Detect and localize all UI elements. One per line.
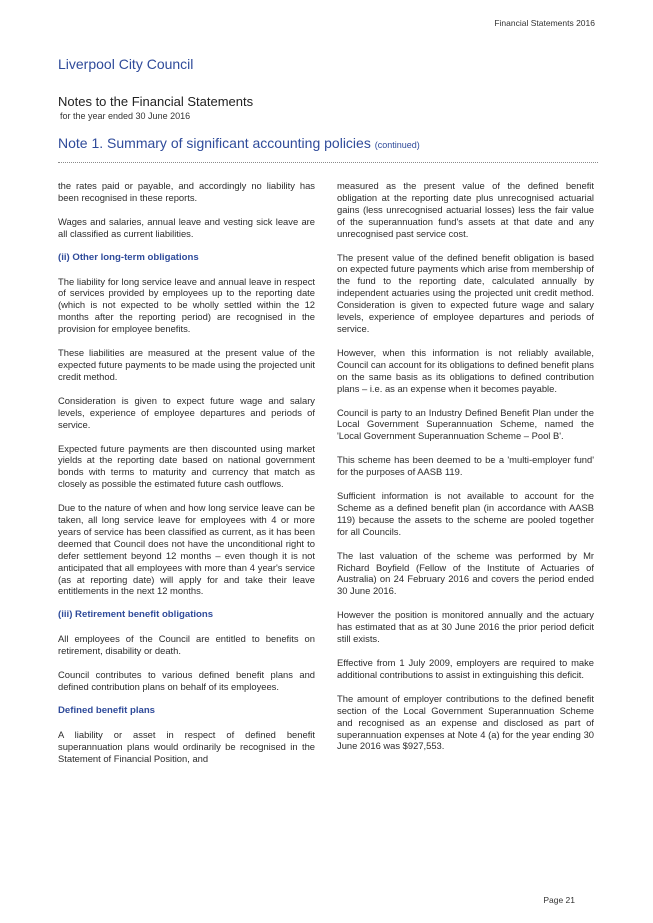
paragraph: The liability for long service leave and annual leave in respect of services provided by employees up to the reporting date (which is not expected to be wholly settled within the 12 months after the reporting period) are recognised in the provision for employee benefits. — [58, 275, 315, 335]
running-header: Financial Statements 2016 — [494, 18, 595, 28]
paragraph: The last valuation of the scheme was performed by Mr Richard Boyfield (Fellow of the Institute of Actuaries of Australia) on 24 February 2016 and covers the period ended 30 June 2016. — [337, 549, 594, 597]
paragraph: These liabilities are measured at the present value of the expected future payments to be made using the projected unit credit method. — [58, 347, 315, 382]
paragraph: All employees of the Council are entitled to benefits on retirement, disability or death. — [58, 633, 315, 657]
section-heading: (iii) Retirement benefit obligations — [58, 609, 214, 621]
paragraph: Council contributes to various defined benefit plans and defined contribution plans on behalf of its employees. — [58, 669, 315, 692]
paragraph: However the position is monitored annually and the actuary has estimated that as at 30 June 2016 the prior period deficit still exists. — [337, 609, 594, 645]
page-subtitle: for the year ended 30 June 2016 — [60, 111, 191, 121]
dotted-divider — [58, 162, 598, 163]
page-title: Notes to the Financial Statements — [58, 94, 254, 109]
paragraph: Expected future payments are then discounted using market yields at the reporting date based on national government bonds with terms to maturity and currency that match as closely as possible the estimated future cash outflows. — [58, 442, 315, 490]
paragraph: Due to the nature of when and how long service leave can be taken, all long service leave for employees with 4 or more years of service has been classified as current, as it has been deemed that Council does not have the unconditional right to defer settlement beyond 12 months – even though it is not anticipated that all employees with more than 4 year's service (as at reporting date) will apply for and take their leave entitlements in the next 12 months. — [58, 502, 315, 597]
organization-name: Liverpool City Council — [58, 56, 194, 72]
right-column — [337, 180, 594, 764]
left-column — [58, 180, 315, 777]
paragraph: Council is party to an Industry Defined Benefit Plan under the Local Government Superannuation Scheme, named the 'Local Government Superannuation Scheme – Pool B'. — [337, 406, 594, 442]
paragraph: A liability or asset in respect of defined benefit superannuation plans would ordinarily be recognised in the Statement of Financial Position, and — [58, 728, 315, 764]
paragraph: the rates paid or payable, and accordingly no liability has been recognised in these reports. — [58, 180, 315, 203]
note-heading — [58, 135, 420, 151]
paragraph: The amount of employer contributions to the defined benefit section of the Local Government Superannuation Scheme and recognised as an expense and disclosed as part of superannuation expenses at Note 4 (a) for the year ending 30 June 2016 was $927,553. — [337, 692, 594, 752]
paragraph: However, when this information is not reliably available, Council can account for its obligations to defined benefit plans on the same basis as its obligations to defined contribution plans – i.e. as an expense when it becomes payable. — [337, 346, 594, 394]
paragraph: Wages and salaries, annual leave and vesting sick leave are all classified as current liabilities. — [58, 215, 315, 239]
paragraph: measured as the present value of the defined benefit obligation at the reporting date plus unrecognised actuarial gains (less unrecognised actuarial losses) less the fair value of the superannuation fund's assets at that date and any unrecognised past service cost. — [337, 180, 594, 239]
note-continued-label: (continued) — [374, 140, 420, 150]
paragraph: The present value of the defined benefit obligation is based on expected future payments which arise from membership of the fund to the reporting date, calculated annually by independent actuaries using the projected unit credit method. Consideration is given to expected future wage and salary levels, experience of employee departures and periods of service. — [337, 251, 594, 334]
section-heading: (ii) Other long-term obligations — [58, 251, 199, 263]
note-heading-text: Note 1. Summary of significant accounting policies — [58, 135, 371, 151]
section-heading: Defined benefit plans — [58, 704, 156, 716]
paragraph: This scheme has been deemed to be a 'multi-employer fund' for the purposes of AASB 119. — [337, 454, 594, 478]
page-number: Page 21 — [543, 895, 575, 905]
paragraph: Sufficient information is not available to account for the Scheme as a defined benefit plan (in accordance with AASB 119) because the assets to the scheme are pooled together for all Councils. — [337, 490, 594, 537]
paragraph: Consideration is given to expect future wage and salary levels, experience of employee departures and periods of service. — [58, 394, 315, 430]
paragraph: Effective from 1 July 2009, employers are required to make additional contributions to assist in extinguishing this deficit. — [337, 657, 594, 680]
